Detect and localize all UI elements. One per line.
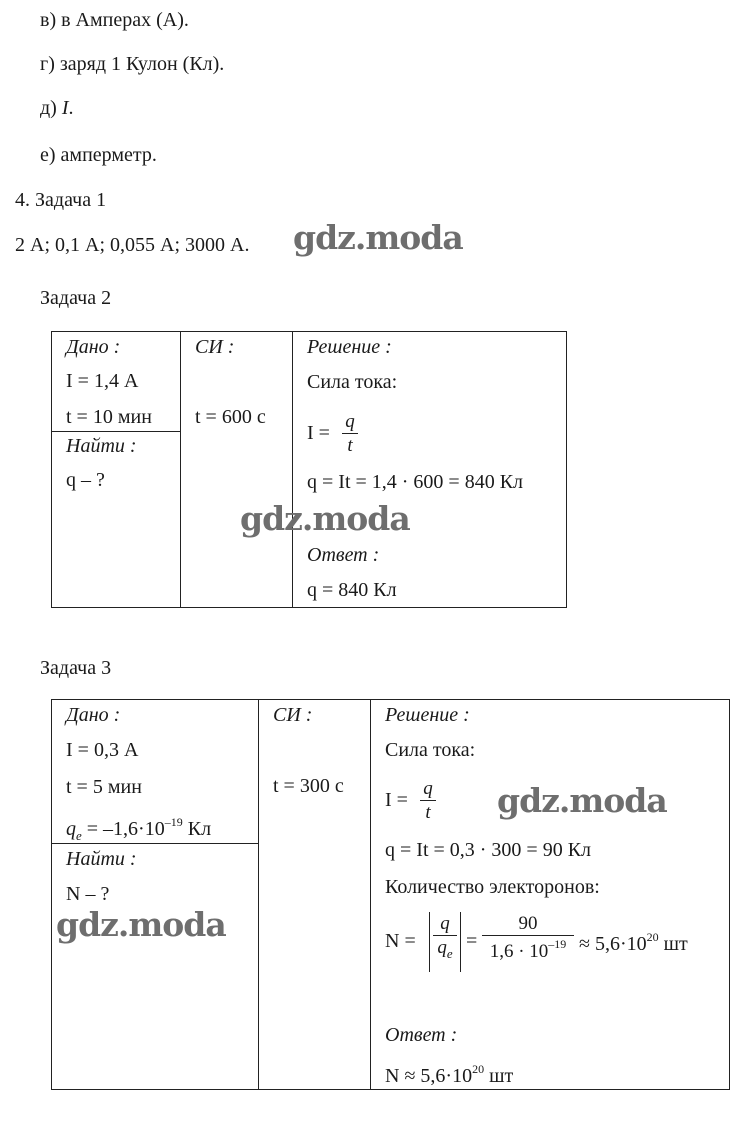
- task3-dano: [66, 705, 120, 725]
- task3-fraction-2: [482, 914, 574, 961]
- task3-reshenie: [385, 705, 470, 725]
- task3-divider-2: [370, 699, 371, 1089]
- task3-reshenie-colon: :: [463, 704, 470, 726]
- task2-reshenie: [307, 337, 392, 357]
- answer-e: е) амперметр.: [40, 144, 157, 166]
- task2-si-label: СИ: [195, 336, 223, 358]
- watermark: gdz.moda: [56, 905, 226, 944]
- task3-answer: [385, 1063, 513, 1086]
- task3-approx-base: ≈ 5,6·10: [579, 933, 647, 955]
- task2-dano: [66, 337, 120, 357]
- task2-find: q – ?: [66, 469, 105, 491]
- task2-sila-toka: Сила тока:: [307, 371, 398, 393]
- answer-d-suffix: .: [68, 97, 74, 119]
- task3-qe-var: q: [66, 818, 76, 840]
- task2-si-colon: :: [227, 336, 235, 358]
- task2-given-t: t = 10 мин: [66, 406, 152, 428]
- task3-otvet-colon: :: [450, 1024, 458, 1046]
- task3-dano-label: Дано: [66, 704, 109, 726]
- task3-naiti-label: Найти: [66, 848, 125, 870]
- task2-dano-colon: :: [113, 336, 121, 358]
- task3-find: N – ?: [66, 883, 110, 905]
- task3-n-lhs: N =: [385, 930, 416, 952]
- task2-otvet-label: Ответ: [307, 544, 368, 566]
- task3-frac-num: q: [423, 778, 433, 799]
- task3-abs-den: [433, 938, 457, 960]
- task3-abs-num: q: [440, 913, 450, 934]
- task2-divider-2: [292, 331, 293, 607]
- task3-divider-h: [51, 843, 258, 844]
- task2-reshenie-label: Решение: [307, 336, 381, 358]
- answer-d-var: I: [61, 97, 69, 119]
- task2-frac-num: q: [345, 411, 355, 432]
- task3-abs-frac-bar: [433, 935, 457, 936]
- task3-kolichestvo: Количество электоронов:: [385, 876, 600, 898]
- task3-approx-unit: шт: [658, 933, 688, 955]
- task3-otvet: [385, 1025, 457, 1045]
- task3-approx: [579, 931, 688, 954]
- task3-given-I: I = 0,3 А: [66, 739, 139, 761]
- task3-reshenie-label: Решение: [385, 704, 459, 726]
- task3-given-qe: [66, 816, 211, 842]
- task3-si-t: t = 300 с: [273, 775, 344, 797]
- task2-divider-h: [51, 431, 180, 432]
- task2-formula-lhs: I =: [307, 422, 330, 444]
- task3-si-label: СИ: [273, 704, 301, 726]
- answer-d: [40, 98, 74, 118]
- task3-qe-sub: e: [76, 828, 82, 843]
- task3-answer-unit: шт: [484, 1065, 514, 1087]
- task2-si: [195, 337, 234, 357]
- task2-title: Задача 2: [40, 287, 112, 309]
- task2-fraction: [342, 412, 358, 455]
- answer-d-prefix: д): [40, 97, 57, 119]
- task2-dano-label: Дано: [66, 336, 109, 358]
- task3-frac-den: t: [425, 802, 431, 823]
- task3-frac-bar: [420, 800, 436, 801]
- task3-given-t: t = 5 мин: [66, 776, 142, 798]
- task2-naiti-colon: :: [129, 435, 137, 457]
- task2-naiti-label: Найти: [66, 435, 125, 457]
- task2-otvet: [307, 545, 379, 565]
- task3-frac2-den: [482, 938, 574, 961]
- task3-frac2-den-base: 1,6 · 10: [489, 941, 549, 962]
- task2-frac-den: t: [347, 435, 353, 456]
- task2-divider-1: [180, 331, 181, 607]
- task3-eq: =: [466, 930, 478, 952]
- task2-given-I: I = 1,4 А: [66, 370, 139, 392]
- task3-formula-lhs: I =: [385, 789, 408, 811]
- task3-qe-eq: = –1,6·10: [81, 818, 165, 840]
- task3-sila-toka: Сила тока:: [385, 739, 476, 761]
- task3-otvet-label: Ответ: [385, 1024, 446, 1046]
- task3-si: [273, 705, 312, 725]
- task3-abs-den-sub: e: [446, 946, 453, 961]
- answer-v: в) в Амперах (А).: [40, 9, 189, 31]
- task3-frac2-num: 90: [518, 913, 538, 934]
- task3-calc: q = It = 0,3 · 300 = 90 Кл: [385, 839, 592, 861]
- task3-abs-fraction: [433, 914, 457, 960]
- task2-reshenie-colon: :: [385, 336, 392, 358]
- task3-title: Задача 3: [40, 657, 112, 679]
- task3-frac2-bar: [482, 935, 574, 936]
- task3-answer-base: N ≈ 5,6·10: [385, 1065, 473, 1087]
- task2-frac-bar: [342, 433, 358, 434]
- task3-dano-colon: :: [113, 704, 121, 726]
- watermark: gdz.moda: [240, 499, 410, 538]
- task3-si-colon: :: [305, 704, 313, 726]
- task2-answer: q = 840 Кл: [307, 579, 397, 601]
- task2-calc: q = It = 1,4 · 600 = 840 Кл: [307, 471, 524, 493]
- task3-naiti-colon: :: [129, 848, 137, 870]
- watermark: gdz.moda: [497, 781, 667, 820]
- task3-abs-den-var: q: [437, 937, 447, 958]
- task2-naiti: [66, 436, 137, 456]
- task4-heading: 4. Задача 1: [15, 189, 107, 211]
- task3-divider-1: [258, 699, 259, 1089]
- task2-otvet-colon: :: [372, 544, 380, 566]
- task3-qe-exp: –19: [164, 815, 183, 829]
- answer-g: г) заряд 1 Кулон (Кл).: [40, 53, 225, 75]
- task3-abs-bar-left: [429, 912, 430, 972]
- task3-fraction: [420, 779, 436, 822]
- task3-approx-exp: 20: [646, 930, 659, 944]
- task3-naiti: [66, 849, 137, 869]
- task3-frac2-den-exp: –19: [548, 937, 567, 951]
- task3-qe-unit: Кл: [182, 818, 212, 840]
- watermark: gdz.moda: [293, 218, 463, 257]
- task3-answer-exp: 20: [472, 1062, 485, 1076]
- task3-abs-bar-right: [460, 912, 461, 972]
- task2-si-t: t = 600 с: [195, 406, 266, 428]
- task4-answers: 2 А; 0,1 А; 0,055 А; 3000 А.: [15, 234, 250, 256]
